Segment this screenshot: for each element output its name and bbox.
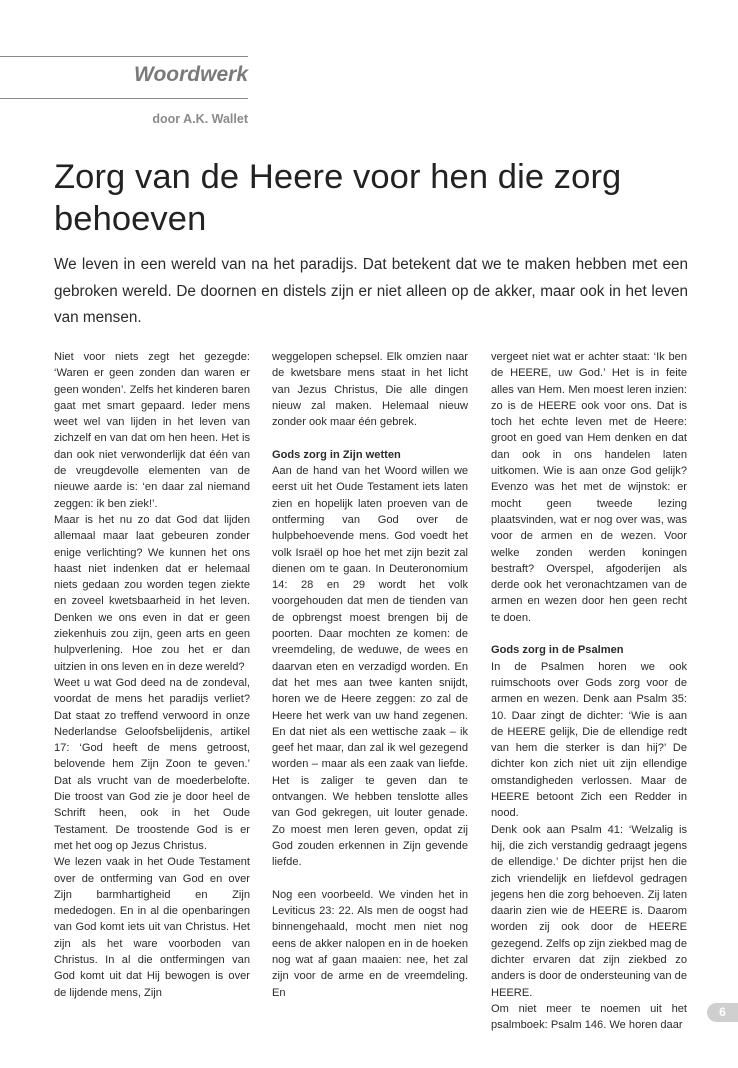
paragraph: Nog een voorbeeld. We vinden het in Leviticus 23: 22. Als men de oogst had binnengehaald, mocht men niet nog eens de akker nalopen en in de hoeken nog wat af gaan maaien: nee, het zal zijn voor de arme en de vreemdeling. En (272, 888, 468, 999)
text-column-3 (491, 349, 687, 1033)
paragraph: Aan de hand van het Woord willen we eerst uit het Oude Testament iets laten zien en hopelijk laten proeven van de ontferming van God over de hulpbehoevende mens. God voedt het volk Israël op hoe het met zijn bezit zal dienen om te gaan. In Deuteronomium 14: 28 en 29 wordt het volk voorgehouden dat men de tienden van de opbrengst moest brengen bij de poorten. Daar mochten ze komen: de vreemdeling, de weduwe, de wees en daarvan eten en verzadigd worden. En dat het mes aan twee kanten snijdt, horen we de Heere zeggen: zo zal de Heere het werk van uw hand zegenen. En dat niet als een wettische zaak – ik geef het maar, dan zal ik wel gezegend worden – maar als een zaak van liefde. Het is zaliger te geven dan te ontvangen. We hebben tenslotte alles van God gekregen, uit louter genade. Zo moest men leren geven, opdat zij God zouden erkennen in Zijn gevende liefde. (272, 465, 468, 869)
paragraph: We lezen vaak in het Oude Testament over de ontferming van God en over Zijn barmhartigheid en Zijn mededogen. En in al die openbaringen van God komt iets uit van Christus. Het zijn als het ware voorboden van Christus. In al die ontfermingen van God komt uit dat Hij bewogen is over de lijdende mens, Zijn (54, 856, 250, 999)
subheading-wetten: Gods zorg in Zijn wetten (272, 448, 401, 461)
subheading-psalmen: Gods zorg in de Psalmen (491, 644, 624, 657)
paragraph: vergeet niet wat er achter staat: ‘Ik ben de HEERE, uw God.’ Het is in feite alles van Hem. Men moest leren inzien: zo is de HEERE ook voor ons. Dat is toch het echte leven met de Heere: groot en goed van Hem denken en dat dan ook in ons handelen laten uitkomen. Wie is aan onze God gelijk? Evenzo was het met de wijnstok: er mocht geen tweede lezing plaatsvinden, wat er nog over was, was voor de armen en de wezen. Voor welke zonden werden koningen bestraft? Overspel, afgoderijen als derde ook het veronachtzamen van de armen en wezen door hen geen recht te doen. (491, 351, 687, 624)
paragraph: Weet u wat God deed na de zondeval, voordat de mens het paradijs verliet? Dat staat zo treffend verwoord in onze Nederlandse Geloofsbelijdenis, artikel 17: ‘God heeft de mens getroost, belovende hem Zijn Zoon te geven.’ Dat als vrucht van de moederbelofte. Die troost van God zie je door heel de Schrift heen, ook in het Oude Testament. De troostende God is er met het oog op Jezus Christus. (54, 676, 250, 852)
paragraph: Om niet meer te noemen uit het psalmboek: Psalm 146. We horen daar (491, 1002, 687, 1032)
paragraph: weggelopen schepsel. Elk omzien naar de kwetsbare mens staat in het licht van Jezus Christus, Die alle dingen nieuw zal maken. Helemaal nieuw zonder ook maar één gebrek. (272, 351, 468, 429)
section-label: Woordwerk (134, 63, 248, 86)
paragraph-gap (272, 871, 468, 887)
byline: door A.K. Wallet (152, 112, 248, 126)
paragraph: Denk ook aan Psalm 41: ‘Welzalig is hij, die zich verstandig gedraagt jegens de ellendige.’ De dichter prijst hen die zich vriendelijk en liefdevol gedragen jegens hen die zorg behoeven. Zij laten daarin zien wie de HEERE is. Daarom worden zij ook door de HEERE gezegend. Zelfs op zijn ziekbed mag de dichter ervaren dat zijn ziekbed zo anders is door de ondersteuning van de HEERE. (491, 823, 687, 999)
paragraph: Niet voor niets zegt het gezegde: ‘Waren er geen zonden dan waren er geen wonden’. Zelfs het kinderen baren gaat met smart gepaard. Ieder mens weet wel van lijden in het leven van zichzelf en van dat om hen heen. Het is dan ook niet verwonderlijk dat één van de vreugdevolle elementen van de nieuwe aarde is: ‘en daar zal niemand zeggen: ik ben ziek!’. (54, 351, 250, 510)
paragraph: In de Psalmen horen we ook ruimschoots over Gods zorg voor de armen en wezen. Denk aan Psalm 35: 10. Daar zingt de dichter: ‘Wie is aan de HEERE gelijk, Die de ellendige redt van hem die sterker is dan hij?’ De dichter kon zich niet uit zijn ellendige omstandigheden verlossen. Maar de HEERE betoont Zich een Redder in nood. (491, 660, 687, 820)
header-rule-top (0, 56, 248, 57)
paragraph-gap (491, 626, 687, 642)
page-number-badge: 6 (707, 1003, 738, 1022)
paragraph: Maar is het nu zo dat God dat lijden allemaal maar laat gebeuren zonder enige verlichting? We kunnen het ons haast niet indenken dat er helemaal niets gedaan zou worden tegen ziekte en zoveel kwetsbaarheid in het leven. Denken we ons even in dat er geen ziekenhuis zou zijn, geen arts en geen hulpverlening. Hoe zou het er dan uitzien in ons leven en in deze wereld? (54, 513, 250, 673)
article-lead: We leven in een wereld van na het paradijs. Dat betekent dat we te maken hebben met een gebroken wereld. De doornen en distels zijn er niet alleen op de akker, maar ook in het leven van mensen. (54, 256, 688, 326)
text-column-1 (54, 349, 250, 1001)
text-column-2 (272, 349, 468, 1001)
header-rule-bottom (0, 98, 248, 99)
article-title: Zorg van de Heere voor hen die zorg behoeven (54, 158, 622, 238)
paragraph-gap (272, 430, 468, 446)
